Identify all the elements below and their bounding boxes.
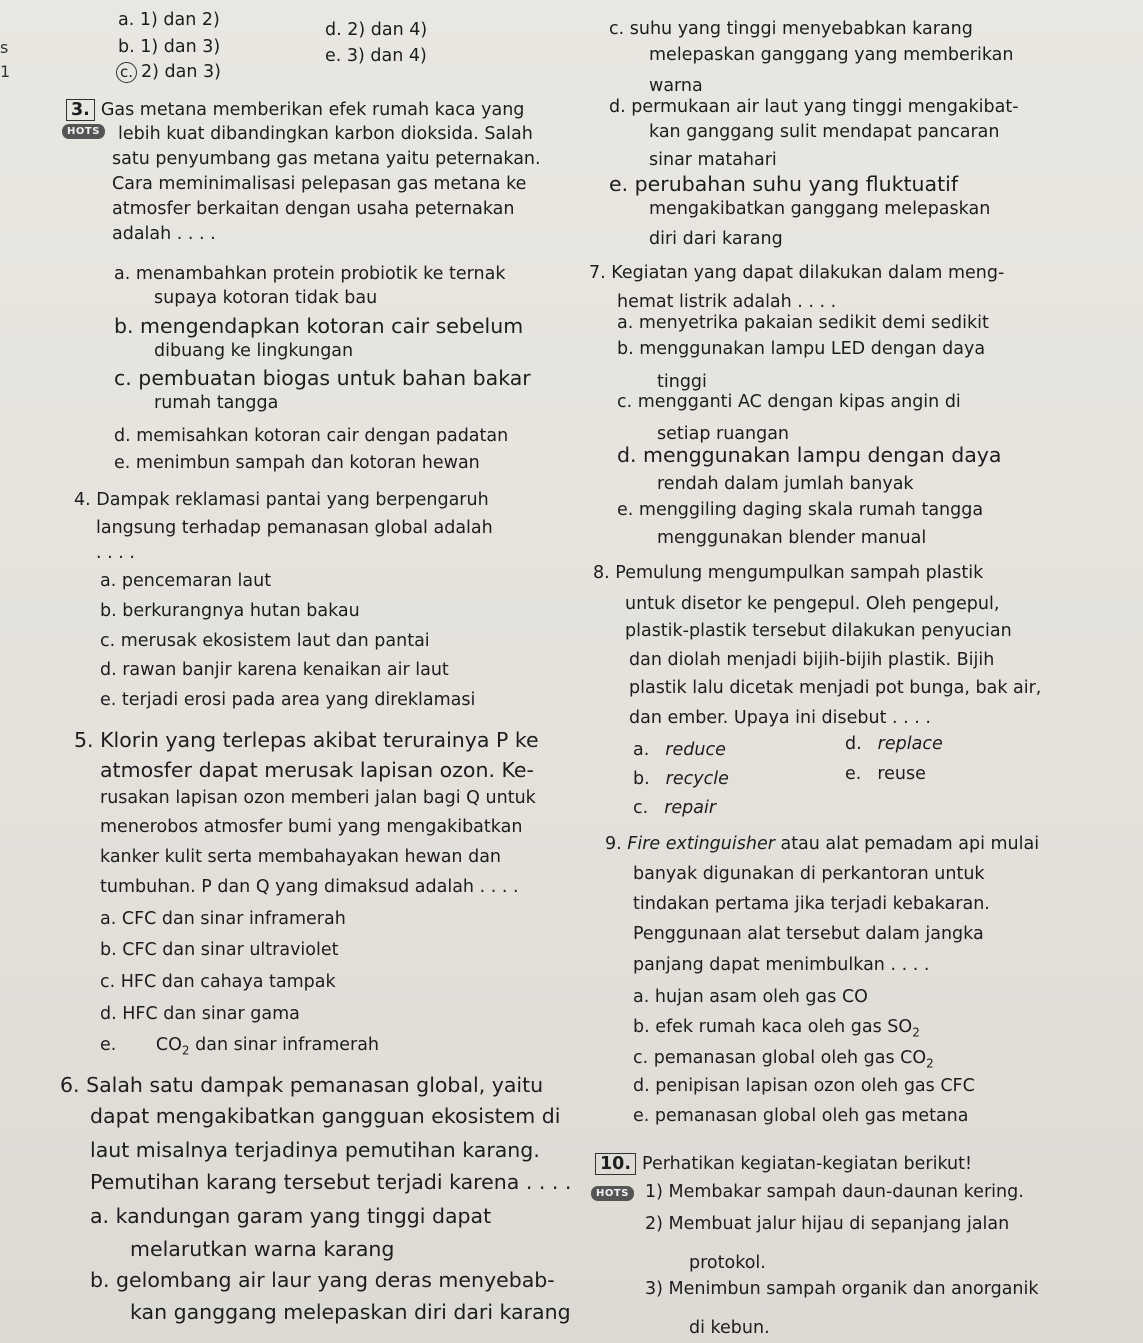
question-7-line-2: hemat listrik adalah . . . . — [617, 292, 837, 312]
question-5-line-4: menerobos atmosfer bumi yang mengakibatkan — [100, 817, 523, 837]
option-e: e. 3) dan 4) — [325, 46, 427, 66]
question-8-option-b-text: recycle — [665, 769, 729, 789]
question-3-option-d: d. memisahkan kotoran cair dengan padatan — [114, 426, 509, 446]
question-8-option-a — [633, 738, 726, 762]
question-6-option-e-cont-1: mengakibatkan ganggang melepaskan — [649, 199, 991, 219]
question-9-option-c-subscript: 2 — [926, 1056, 934, 1071]
question-8-option-c — [633, 796, 716, 820]
question-4-option-a: a. pencemaran laut — [100, 571, 272, 591]
question-6-option-c: c. suhu yang tinggi menyebabkan karang — [609, 19, 973, 39]
question-8-option-a-text: reduce — [665, 740, 726, 760]
question-4-line-3: . . . . — [96, 543, 135, 563]
question-5-option-a: a. CFC dan sinar inframerah — [100, 909, 346, 929]
question-9-option-b-text: b. efek rumah kaca oleh gas SO — [633, 1017, 913, 1037]
question-9-option-b — [633, 1015, 920, 1045]
question-5-line-2: atmosfer dapat merusak lapisan ozon. Ke- — [100, 758, 534, 782]
question-10-number: 10. — [595, 1153, 636, 1175]
question-9-italic-term: Fire extinguisher — [627, 834, 775, 854]
hots-badge: HOTS — [62, 124, 105, 139]
question-10-item-2-cont: protokol. — [689, 1253, 766, 1273]
question-6-option-c-cont-1: melepaskan ganggang yang memberikan — [649, 45, 1014, 65]
question-9-text: atau alat pemadam api mulai — [774, 834, 1040, 854]
question-4-line-2: langsung terhadap pemanasan global adalah — [96, 518, 493, 538]
question-5-option-d: d. HFC dan sinar gama — [100, 1004, 300, 1024]
question-3-line-2: lebih kuat dibandingkan karbon dioksida. Salah — [118, 124, 533, 144]
option-c-circled-letter: c. — [116, 62, 137, 83]
question-6-line-2: dapat mengakibatkan gangguan ekosistem di — [90, 1104, 561, 1128]
question-3-line-3: satu penyumbang gas metana yaitu peternakan. — [112, 149, 541, 169]
question-5-option-e-subscript: 2 — [181, 1043, 190, 1058]
question-8-option-d-text: replace — [877, 734, 943, 754]
question-8-line-3: plastik-plastik tersebut dilakukan penyucian — [625, 621, 1012, 641]
question-3-option-c: c. pembuatan biogas untuk bahan bakar — [114, 366, 531, 390]
question-7-option-b-cont: tinggi — [657, 372, 707, 392]
question-9-line-1 — [605, 832, 1039, 856]
question-7-option-c-cont: setiap ruangan — [657, 424, 790, 444]
question-9-line-3: tindakan pertama jika terjadi kebakaran. — [633, 894, 990, 914]
question-7-option-c: c. mengganti AC dengan kipas angin di — [617, 392, 961, 412]
edge-mark: s — [0, 38, 9, 57]
question-8-line-1: 8. Pemulung mengumpulkan sampah plastik — [593, 563, 984, 583]
question-9-option-d: d. penipisan lapisan ozon oleh gas CFC — [633, 1076, 975, 1096]
question-10-item-2: 2) Membuat jalur hijau di sepanjang jalan — [645, 1214, 1010, 1234]
question-6-option-e-cont-2: diri dari karang — [649, 229, 783, 249]
hots-badge: HOTS — [591, 1186, 634, 1201]
question-5-option-c: c. HFC dan cahaya tampak — [100, 972, 336, 992]
question-9-option-b-subscript: 2 — [912, 1025, 920, 1040]
question-5-line-6: tumbuhan. P dan Q yang dimaksud adalah . . . . — [100, 877, 519, 897]
question-3-option-a-cont: supaya kotoran tidak bau — [154, 288, 378, 308]
question-9-line-2: banyak digunakan di perkantoran untuk — [633, 864, 985, 884]
question-5-line-3: rusakan lapisan ozon memberi jalan bagi Q untuk — [100, 788, 536, 808]
question-3-option-b: b. mengendapkan kotoran cair sebelum — [114, 314, 524, 338]
question-7-option-d-cont: rendah dalam jumlah banyak — [657, 474, 914, 494]
question-6-option-b-cont: kan ganggang melepaskan diri dari karang — [130, 1300, 571, 1324]
question-6-option-e: e. perubahan suhu yang fluktuatif — [609, 172, 959, 196]
question-6-option-d-cont-1: kan ganggang sulit mendapat pancaran — [649, 122, 1000, 142]
question-3-line-1 — [66, 98, 524, 122]
question-6-option-d: d. permukaan air laut yang tinggi mengakibat- — [609, 97, 1019, 117]
question-8-option-e-letter: e. — [845, 764, 862, 784]
question-5-option-b: b. CFC dan sinar ultraviolet — [100, 940, 339, 960]
question-5-line-1: 5. Klorin yang terlepas akibat terurainya P ke — [74, 728, 539, 752]
question-9-option-c-text: c. pemanasan global oleh gas CO — [633, 1048, 927, 1068]
question-6-option-d-cont-2: sinar matahari — [649, 150, 777, 170]
question-3-option-a: a. menambahkan protein probiotik ke ternak — [114, 264, 506, 284]
question-4-option-b: b. berkurangnya hutan bakau — [100, 601, 360, 621]
question-7-option-d: d. menggunakan lampu dengan daya — [617, 443, 1002, 467]
question-4-option-e: e. terjadi erosi pada area yang direklamasi — [100, 690, 476, 710]
option-c-text: 2) dan 3) — [141, 62, 221, 82]
question-3-text: Gas metana memberikan efek rumah kaca yang — [100, 100, 525, 120]
question-6-option-a-cont: melarutkan warna karang — [130, 1237, 395, 1261]
option-d: d. 2) dan 4) — [325, 20, 428, 40]
question-3-line-5: atmosfer berkaitan dengan usaha peternakan — [112, 199, 515, 219]
question-8-line-5: plastik lalu dicetak menjadi pot bunga, bak air, — [629, 678, 1042, 698]
question-10-item-1: 1) Membakar sampah daun-daunan kering. — [645, 1182, 1024, 1202]
question-8-option-c-text: repair — [664, 798, 717, 818]
question-5-line-5: kanker kulit serta membahayakan hewan dan — [100, 847, 502, 867]
option-c — [116, 60, 221, 84]
question-3-number: 3. — [66, 99, 95, 121]
edge-mark: 1 — [0, 62, 11, 81]
question-10-line-1 — [595, 1152, 972, 1176]
question-8-line-4: dan diolah menjadi bijih-bijih plastik. Bijih — [629, 650, 995, 670]
question-8-option-d — [845, 732, 943, 756]
question-7-option-e: e. menggiling daging skala rumah tangga — [617, 500, 984, 520]
option-b: b. 1) dan 3) — [118, 37, 221, 57]
question-3-line-4: Cara meminimalisasi pelepasan gas metana ke — [112, 174, 527, 194]
question-9-line-4: Penggunaan alat tersebut dalam jangka — [633, 924, 984, 944]
question-5-option-e-letter: e. — [100, 1035, 117, 1055]
option-a: a. 1) dan 2) — [118, 10, 220, 30]
question-3-line-6: adalah . . . . — [112, 224, 216, 244]
question-8-option-b-letter: b. — [633, 769, 650, 789]
question-7-option-b: b. menggunakan lampu LED dengan daya — [617, 339, 986, 359]
question-8-option-b — [633, 767, 729, 791]
question-9-line-5: panjang dapat menimbulkan . . . . — [633, 955, 930, 975]
question-5-option-e — [100, 1033, 379, 1063]
question-7-line-1: 7. Kegiatan yang dapat dilakukan dalam meng- — [589, 263, 1005, 283]
question-8-line-6: dan ember. Upaya ini disebut . . . . — [629, 708, 931, 728]
question-4-option-d: d. rawan banjir karena kenaikan air laut — [100, 660, 449, 680]
question-10-item-3-cont: di kebun. — [689, 1318, 770, 1338]
question-7-option-a: a. menyetrika pakaian sedikit demi sedikit — [617, 313, 989, 333]
question-6-option-c-cont-2: warna — [649, 76, 703, 96]
question-9-option-a: a. hujan asam oleh gas CO — [633, 987, 868, 1007]
question-10-title: Perhatikan kegiatan-kegiatan berikut! — [642, 1154, 973, 1174]
question-3-option-b-cont: dibuang ke lingkungan — [154, 341, 354, 361]
question-4-line-1: 4. Dampak reklamasi pantai yang berpengaruh — [74, 490, 489, 510]
question-8-option-a-letter: a. — [633, 740, 650, 760]
question-8-option-e-text: reuse — [877, 764, 926, 784]
question-3-option-e: e. menimbun sampah dan kotoran hewan — [114, 453, 480, 473]
question-6-line-4: Pemutihan karang tersebut terjadi karena . . . . — [90, 1170, 572, 1194]
question-8-option-c-letter: c. — [633, 798, 649, 818]
question-9-number: 9. — [605, 834, 622, 854]
question-5-option-e-formula: CO — [155, 1035, 182, 1055]
question-4-option-c: c. merusak ekosistem laut dan pantai — [100, 631, 430, 651]
question-6-line-3: laut misalnya terjadinya pemutihan karang. — [90, 1138, 540, 1162]
question-3-option-c-cont: rumah tangga — [154, 393, 279, 413]
question-5-option-e-text: dan sinar inframerah — [189, 1035, 380, 1055]
question-8-option-d-letter: d. — [845, 734, 862, 754]
question-9-option-c — [633, 1046, 934, 1076]
question-10-item-3: 3) Menimbun sampah organik dan anorganik — [645, 1279, 1039, 1299]
question-8-line-2: untuk disetor ke pengepul. Oleh pengepul, — [625, 594, 1000, 614]
question-7-option-e-cont: menggunakan blender manual — [657, 528, 927, 548]
question-9-option-e: e. pemanasan global oleh gas metana — [633, 1106, 969, 1126]
question-6-option-a: a. kandungan garam yang tinggi dapat — [90, 1204, 492, 1228]
question-8-option-e — [845, 762, 926, 786]
question-6-line-1: 6. Salah satu dampak pemanasan global, yaitu — [60, 1073, 544, 1097]
question-6-option-b: b. gelombang air laur yang deras menyebab- — [90, 1268, 555, 1292]
